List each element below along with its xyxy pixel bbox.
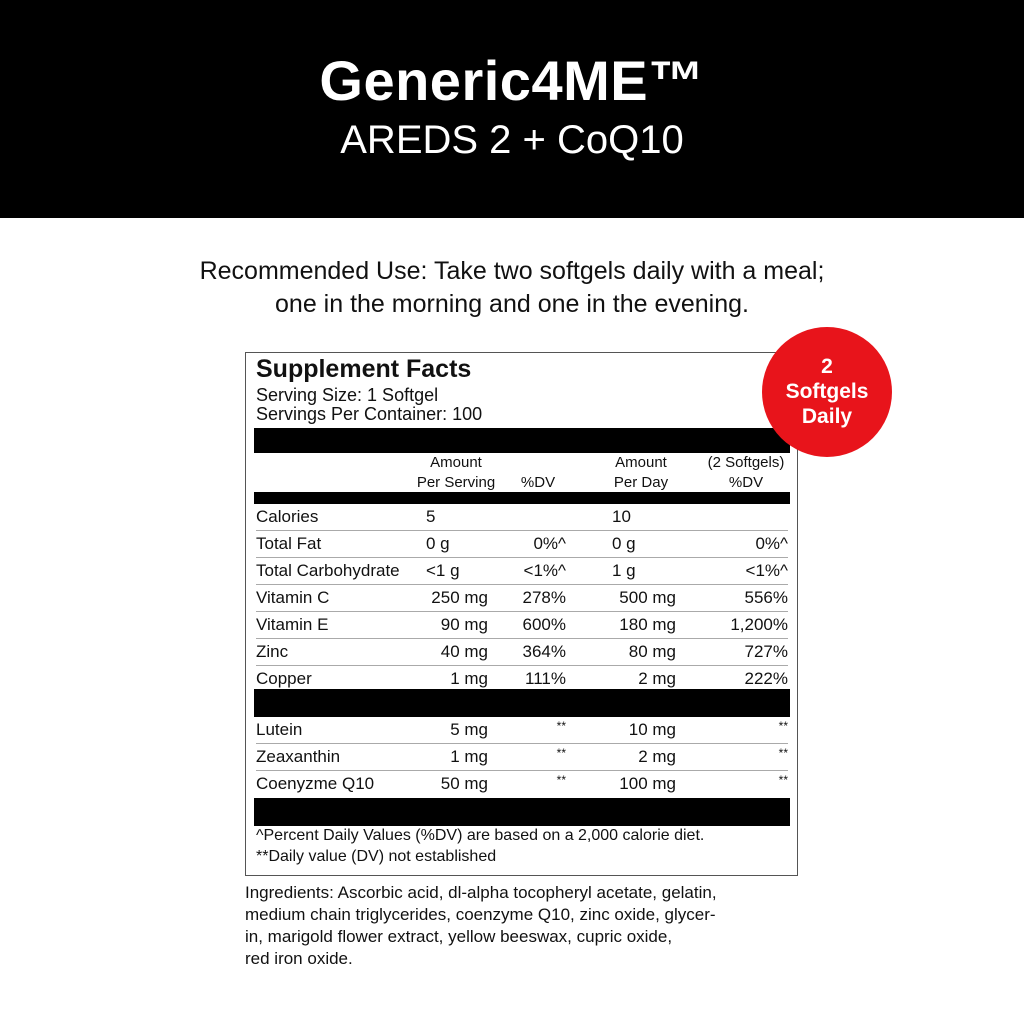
nutrient-name: Total Carbohydrate xyxy=(256,561,400,580)
facts-title: Supplement Facts xyxy=(256,355,472,383)
divider-bar xyxy=(254,798,790,826)
amount-per-serving: 0 g xyxy=(426,534,450,553)
amount-per-day: 10 mg xyxy=(628,720,676,739)
col-header-dv: %DV xyxy=(520,474,556,491)
col-header-per-day: Amount Per Day xyxy=(613,454,669,491)
nutrient-name: Total Fat xyxy=(256,534,322,553)
nutrient-row xyxy=(256,717,788,744)
divider-bar xyxy=(254,428,790,453)
amount-per-day: 180 mg xyxy=(619,615,676,634)
nutrient-name: Vitamin C xyxy=(256,588,330,607)
nutrient-row xyxy=(256,558,788,585)
nutrient-row xyxy=(256,771,788,798)
recommended-use-line: Recommended Use: Take two softgels daily with a meal; xyxy=(199,257,825,285)
nutrient-name: Zinc xyxy=(256,642,289,661)
nutrient-row xyxy=(256,504,788,531)
nutrient-name: Calories xyxy=(256,507,319,526)
dv-per-day: 727% xyxy=(744,642,788,661)
dv-per-serving: 364% xyxy=(522,642,566,661)
dv-per-serving: ** xyxy=(556,746,566,760)
nutrient-row xyxy=(256,744,788,771)
divider-bar xyxy=(254,492,790,504)
dv-per-serving: ** xyxy=(556,719,566,733)
amount-per-serving: 5 mg xyxy=(450,720,488,739)
dv-per-serving: 0%^ xyxy=(533,534,566,553)
dv-per-day: 222% xyxy=(744,669,788,688)
col-header-per-serving: Amount Per Serving xyxy=(416,454,496,491)
amount-per-serving: 250 mg xyxy=(431,588,488,607)
amount-per-day: 2 mg xyxy=(638,747,676,766)
amount-per-day: 500 mg xyxy=(619,588,676,607)
amount-per-day: 2 mg xyxy=(638,669,676,688)
amount-per-day: 0 g xyxy=(612,534,636,553)
dv-per-serving: 278% xyxy=(522,588,566,607)
header-banner xyxy=(0,0,1024,218)
nutrient-row xyxy=(256,639,788,666)
dv-per-day: ** xyxy=(778,719,788,733)
nutrient-name: Coenyzme Q10 xyxy=(256,774,375,793)
amount-per-serving: 1 mg xyxy=(450,669,488,688)
dv-per-serving: ** xyxy=(556,773,566,787)
dv-per-day: 1,200% xyxy=(730,615,788,634)
amount-per-day: 1 g xyxy=(612,561,636,580)
dv-per-serving: 111% xyxy=(525,669,566,688)
dv-per-day: <1%^ xyxy=(745,561,788,580)
amount-per-serving: 40 mg xyxy=(440,642,488,661)
nutrient-row xyxy=(256,531,788,558)
recommended-use xyxy=(0,255,1024,321)
amount-per-serving: 50 mg xyxy=(440,774,488,793)
nutrient-name: Copper xyxy=(256,669,312,688)
amount-per-day: 10 xyxy=(612,507,631,526)
dv-per-day: 556% xyxy=(744,588,788,607)
amount-per-serving: 90 mg xyxy=(440,615,488,634)
dv-per-serving: 600% xyxy=(522,615,566,634)
dv-per-serving: <1%^ xyxy=(523,561,566,580)
footnote-not-established: **Daily value (DV) not established xyxy=(256,848,497,865)
col-header-dv-day: (2 Softgels) %DV xyxy=(707,454,785,491)
amount-per-day: 80 mg xyxy=(628,642,676,661)
amount-per-serving: 1 mg xyxy=(450,747,488,766)
softgels-daily-badge: 2 Softgels Daily xyxy=(762,327,892,457)
dv-per-day: ** xyxy=(778,746,788,760)
supplement-facts-panel xyxy=(245,352,798,876)
nutrient-name: Lutein xyxy=(256,720,303,739)
nutrient-name: Zeaxanthin xyxy=(256,747,341,766)
dv-per-day: 0%^ xyxy=(755,534,788,553)
footnote-dv: ^Percent Daily Values (%DV) are based on a 2,000 calorie diet. xyxy=(256,827,705,844)
amount-per-day: 100 mg xyxy=(619,774,676,793)
recommended-use-line: one in the morning and one in the evening. xyxy=(275,290,749,318)
brand-name: Generic4ME™ xyxy=(319,49,705,112)
nutrient-row xyxy=(256,612,788,639)
amount-per-serving: 5 xyxy=(426,507,436,526)
servings-per-container: Servings Per Container: 100 xyxy=(256,404,483,424)
dv-per-day: ** xyxy=(778,773,788,787)
ingredients: Ingredients: Ascorbic acid, dl-alpha tocopheryl acetate, gelatin, medium chain triglycerides, coenzyme Q10, zinc oxide, glycer- in, marigold flower extract, yellow beeswax, cupric oxide, red iron oxide. xyxy=(245,883,717,968)
amount-per-serving: <1 g xyxy=(426,561,460,580)
product-name: AREDS 2 + CoQ10 xyxy=(340,118,684,162)
nutrient-name: Vitamin E xyxy=(256,615,329,634)
nutrient-row xyxy=(256,585,788,612)
serving-size: Serving Size: 1 Softgel xyxy=(256,385,439,405)
divider-bar xyxy=(254,689,790,717)
